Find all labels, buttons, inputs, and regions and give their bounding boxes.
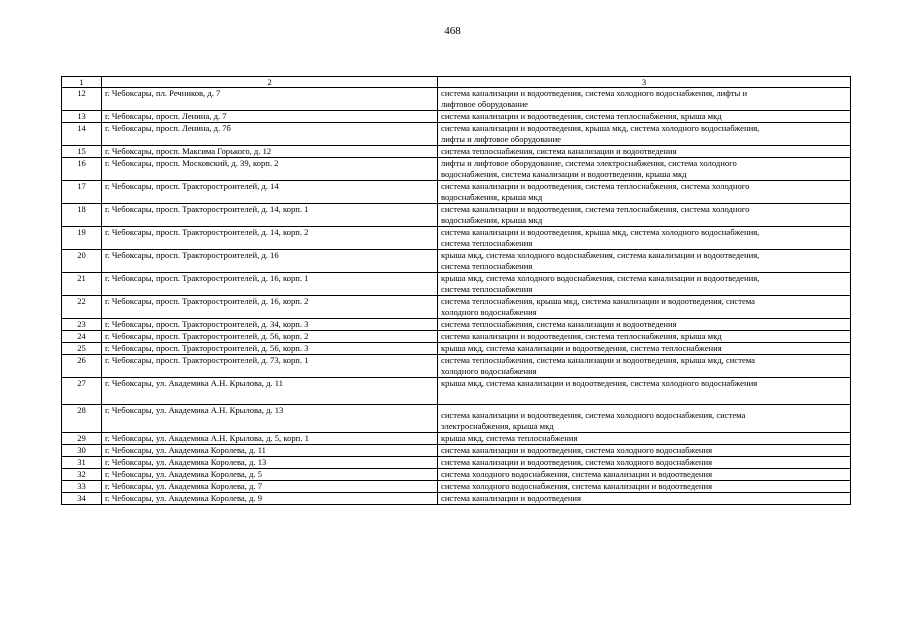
row-number: 29 — [62, 433, 102, 445]
table-row — [62, 319, 851, 331]
row-works — [438, 433, 851, 445]
table-row — [62, 204, 851, 227]
row-address: г. Чебоксары, просп. Тракторостроителей, д. 56, корп. 3 — [102, 343, 438, 355]
row-number: 27 — [62, 378, 102, 405]
row-address: г. Чебоксары, просп. Тракторостроителей, д. 14, корп. 2 — [102, 227, 438, 250]
row-works — [438, 273, 851, 296]
table-row — [62, 481, 851, 493]
table-row — [62, 331, 851, 343]
row-address: г. Чебоксары, ул. Академика Королева, д. 5 — [102, 469, 438, 481]
row-number: 26 — [62, 355, 102, 378]
row-works — [438, 111, 851, 123]
works-line: система холодного водоснабжения, система канализации и водоотведения — [441, 469, 713, 479]
table-row — [62, 227, 851, 250]
row-address: г. Чебоксары, просп. Тракторостроителей, д. 16 — [102, 250, 438, 273]
works-line: система холодного водоснабжения, система канализации и водоотведения — [441, 481, 713, 491]
table-row — [62, 378, 851, 405]
table-row — [62, 457, 851, 469]
works-line: холодного водоснабжения — [441, 307, 537, 317]
row-number: 24 — [62, 331, 102, 343]
row-address: г. Чебоксары, ул. Академика А.Н. Крылова, д. 13 — [102, 405, 438, 433]
row-works — [438, 343, 851, 355]
row-works — [438, 204, 851, 227]
row-number: 17 — [62, 181, 102, 204]
row-works — [438, 296, 851, 319]
works-line: электроснабжения, крыша мкд — [441, 421, 554, 431]
works-line: система теплоснабжения, система канализации и водоотведения — [441, 146, 677, 156]
works-line: холодного водоснабжения — [441, 366, 537, 376]
row-address: г. Чебоксары, просп. Тракторостроителей, д. 14, корп. 1 — [102, 204, 438, 227]
works-line: система теплоснабжения — [441, 284, 533, 294]
works-line: система канализации и водоотведения, крыша мкд, система холодного водоснабжения, — [441, 227, 760, 237]
row-address: г. Чебоксары, пл. Речников, д. 7 — [102, 88, 438, 111]
row-number: 19 — [62, 227, 102, 250]
row-works — [438, 331, 851, 343]
row-number: 34 — [62, 493, 102, 505]
table-header-row — [62, 77, 851, 88]
works-line: система теплоснабжения, крыша мкд, система канализации и водоотведения, система — [441, 296, 755, 306]
works-line: система канализации и водоотведения, крыша мкд, система холодного водоснабжения, — [441, 123, 760, 133]
row-works — [438, 181, 851, 204]
table-row — [62, 88, 851, 111]
row-works — [438, 457, 851, 469]
row-address: г. Чебоксары, просп. Тракторостроителей, д. 14 — [102, 181, 438, 204]
works-line: крыша мкд, система холодного водоснабжения, система канализации и водоотведения, — [441, 273, 760, 283]
table-row — [62, 445, 851, 457]
row-address: г. Чебоксары, просп. Тракторостроителей, д. 16, корп. 1 — [102, 273, 438, 296]
row-number: 21 — [62, 273, 102, 296]
row-works — [438, 469, 851, 481]
table-row — [62, 250, 851, 273]
works-line: лифтовое оборудование — [441, 99, 529, 109]
works-line: водоснабжения, крыша мкд — [441, 192, 543, 202]
row-works — [438, 445, 851, 457]
works-line: система теплоснабжения — [441, 238, 533, 248]
row-number: 13 — [62, 111, 102, 123]
row-number: 15 — [62, 146, 102, 158]
table-row — [62, 123, 851, 146]
table-row — [62, 469, 851, 481]
row-address: г. Чебоксары, просп. Московский, д. 39, корп. 2 — [102, 158, 438, 181]
row-number: 22 — [62, 296, 102, 319]
works-line: система теплоснабжения, система канализации и водоотведения, крыша мкд, система — [441, 355, 755, 365]
row-address: г. Чебоксары, ул. Академика Королева, д. 7 — [102, 481, 438, 493]
row-number: 12 — [62, 88, 102, 111]
table-row — [62, 296, 851, 319]
works-line: крыша мкд, система канализации и водоотведения, система холодного водоснабжения — [441, 378, 758, 388]
table-row — [62, 181, 851, 204]
row-works — [438, 250, 851, 273]
works-line: система канализации и водоотведения — [441, 493, 581, 503]
row-works — [438, 378, 851, 405]
table-row — [62, 111, 851, 123]
row-number: 28 — [62, 405, 102, 433]
table-row — [62, 146, 851, 158]
works-line: система канализации и водоотведения, система холодного водоснабжения, система — [441, 410, 746, 420]
works-line: система теплоснабжения — [441, 261, 533, 271]
row-works — [438, 227, 851, 250]
table-row — [62, 405, 851, 433]
row-works — [438, 355, 851, 378]
table-row — [62, 493, 851, 505]
row-address: г. Чебоксары, просп. Тракторостроителей, д. 56, корп. 2 — [102, 331, 438, 343]
works-line: система теплоснабжения, система канализации и водоотведения — [441, 319, 677, 329]
row-number: 18 — [62, 204, 102, 227]
table-row — [62, 355, 851, 378]
row-number: 16 — [62, 158, 102, 181]
row-works — [438, 319, 851, 331]
row-address: г. Чебоксары, просп. Тракторостроителей, д. 73, корп. 1 — [102, 355, 438, 378]
row-address: г. Чебоксары, просп. Ленина, д. 7 — [102, 111, 438, 123]
row-address: г. Чебоксары, просп. Максима Горького, д. 12 — [102, 146, 438, 158]
row-works — [438, 405, 851, 433]
works-line: система канализации и водоотведения, система теплоснабжения, система холодного — [441, 204, 750, 214]
row-address: г. Чебоксары, просп. Тракторостроителей, д. 16, корп. 2 — [102, 296, 438, 319]
page-number: 468 — [444, 25, 461, 37]
row-address: г. Чебоксары, ул. Академика А.Н. Крылова, д. 11 — [102, 378, 438, 405]
row-address: г. Чебоксары, просп. Тракторостроителей, д. 34, корп. 3 — [102, 319, 438, 331]
row-works — [438, 123, 851, 146]
row-number: 14 — [62, 123, 102, 146]
works-line: система канализации и водоотведения, система холодного водоснабжения, лифты и — [441, 88, 748, 98]
works-line: лифты и лифтовое оборудование — [441, 134, 561, 144]
row-number: 32 — [62, 469, 102, 481]
row-works — [438, 481, 851, 493]
table-row — [62, 273, 851, 296]
header-cell-2: 2 — [102, 77, 438, 88]
row-number: 25 — [62, 343, 102, 355]
row-number: 30 — [62, 445, 102, 457]
row-number: 33 — [62, 481, 102, 493]
works-line: крыша мкд, система теплоснабжения — [441, 433, 578, 443]
works-line: система канализации и водоотведения, система теплоснабжения, крыша мкд — [441, 111, 722, 121]
works-line: система канализации и водоотведения, система холодного водоснабжения — [441, 445, 713, 455]
row-address: г. Чебоксары, ул. Академика Королева, д. 11 — [102, 445, 438, 457]
header-cell-3: 3 — [438, 77, 851, 88]
buildings-table — [61, 76, 851, 505]
works-line: лифты и лифтовое оборудование, система электроснабжения, система холодного — [441, 158, 737, 168]
row-address: г. Чебоксары, ул. Академика Королева, д. 13 — [102, 457, 438, 469]
row-number: 20 — [62, 250, 102, 273]
works-line: крыша мкд, система канализации и водоотведения, система теплоснабжения — [441, 343, 722, 353]
table-row — [62, 343, 851, 355]
works-line: система канализации и водоотведения, система холодного водоснабжения — [441, 457, 713, 467]
row-works — [438, 88, 851, 111]
row-address: г. Чебоксары, просп. Ленина, д. 7б — [102, 123, 438, 146]
row-works — [438, 146, 851, 158]
table-row — [62, 158, 851, 181]
row-address: г. Чебоксары, ул. Академика А.Н. Крылова, д. 5, корп. 1 — [102, 433, 438, 445]
works-line: крыша мкд, система холодного водоснабжения, система канализации и водоотведения, — [441, 250, 760, 260]
works-line: система канализации и водоотведения, система теплоснабжения, система холодного — [441, 181, 750, 191]
row-number: 31 — [62, 457, 102, 469]
row-works — [438, 493, 851, 505]
works-line: водоснабжения, крыша мкд — [441, 215, 543, 225]
row-works — [438, 158, 851, 181]
row-address: г. Чебоксары, ул. Академика Королева, д. 9 — [102, 493, 438, 505]
works-line: водоснабжения, система канализации и водоотведения, крыша мкд — [441, 169, 687, 179]
table-row — [62, 433, 851, 445]
row-number: 23 — [62, 319, 102, 331]
header-cell-1: 1 — [62, 77, 102, 88]
works-line: система канализации и водоотведения, система теплоснабжения, крыша мкд — [441, 331, 722, 341]
